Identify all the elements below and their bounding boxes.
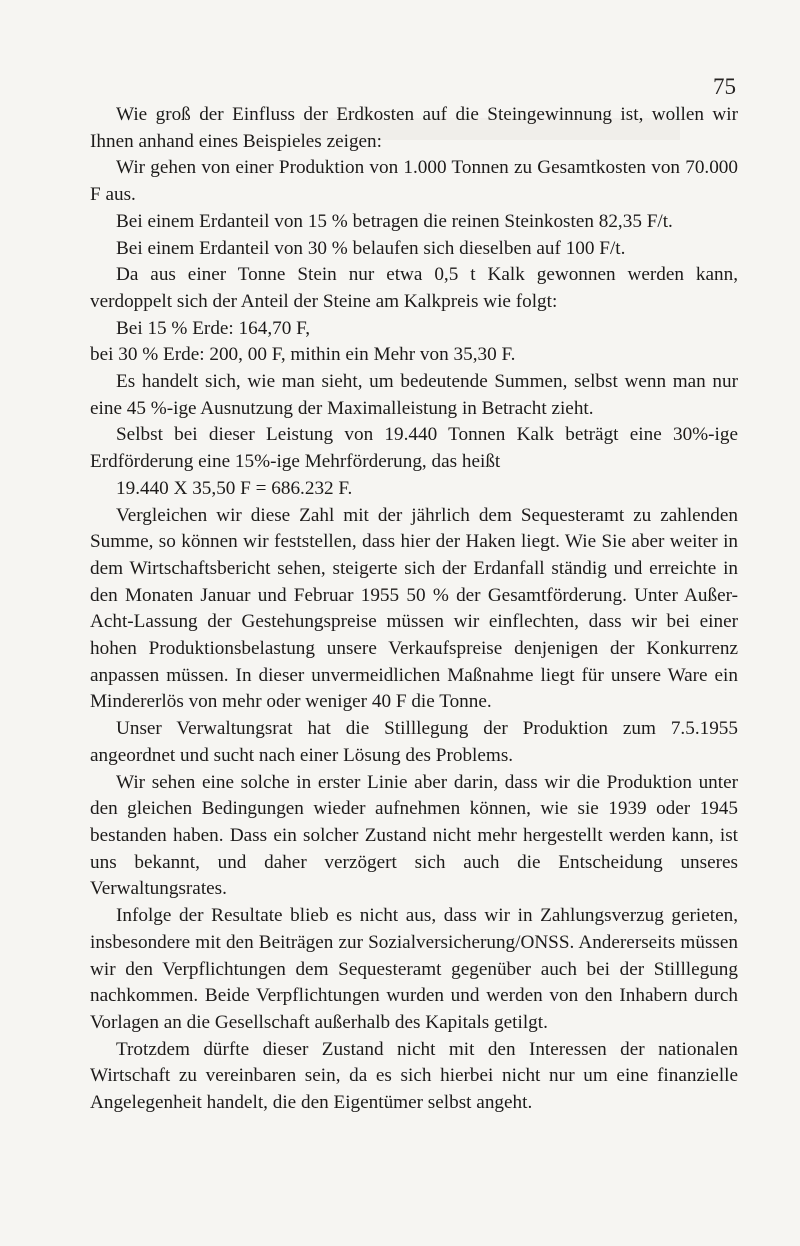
paragraph: Bei 15 % Erde: 164,70 F, [116, 317, 311, 339]
formula-line: 19.440 X 35,50 F = 686.232 F. [116, 477, 353, 499]
paragraph: bei 30 % Erde: 200, 00 F, mithin ein Mehr von 35,30 F. [90, 344, 516, 366]
paragraph: Trotzdem dürfte dieser Zustand nicht mit den Interessen der nationalen Wirtschaft zu vereinbaren sein, da es sich hierbei nicht nur um eine finanzielle Angelegenheit handelt, die den Eigentümer selbst angeht. [90, 1038, 738, 1114]
paragraph: Bei einem Erdanteil von 30 % belaufen sich dieselben auf 100 F/t. [116, 237, 626, 259]
paragraph: Unser Verwaltungsrat hat die Stilllegung der Produktion zum 7.5.1955 angeordnet und sucht nach einer Lösung des Problems. [90, 718, 738, 766]
page-number: 75 [713, 74, 736, 99]
paragraph: Bei einem Erdanteil von 15 % betragen die reinen Steinkosten 82,35 F/t. [116, 210, 673, 232]
paragraph: Es handelt sich, wie man sieht, um bedeutende Summen, selbst wenn man nur eine 45 %-ige Ausnutzung der Maximalleistung in Betracht zieht. [90, 371, 738, 419]
paragraph: Wir gehen von einer Produktion von 1.000 Tonnen zu Gesamtkosten von 70.000 F aus. [90, 157, 738, 206]
paragraph: Wir sehen eine solche in erster Linie aber darin, dass wir die Produktion unter den gleichen Bedingungen wieder aufnehmen können, wie sie 1939 oder 1945 bestanden haben. Dass ein solcher Zustand nicht mehr hergestellt werden kann, ist uns bekannt, und daher verzögert sich auch die Entscheidung unseres Verwaltungsrates. [90, 771, 738, 900]
paragraph: Infolge der Resultate blieb es nicht aus, dass wir in Zahlungsverzug gerieten, insbesondere mit den Beiträgen zur Sozialversicherung/ONSS. Andererseits müssen wir den Verpflichtungen dem Sequesteramt gegenüber auch bei der Stilllegung nachkommen. Beide Verpflichtungen wurden und werden von den Inhabern durch Vorlagen an die Gesellschaft außerhalb des Kapitals getilgt. [90, 905, 738, 1033]
paragraph: Wie groß der Einfluss der Erdkosten auf die Steingewinnung ist, wollen wir Ihnen anhand eines Beispieles zeigen: [90, 104, 738, 152]
paragraph: Vergleichen wir diese Zahl mit der jährlich dem Sequesteramt zu zahlenden Summe, so können wir feststellen, dass hier der Haken liegt. Wie Sie aber weiter in dem Wirtschaftsbericht sehen, steigerte sich der Erdanfall ständig und erreichte in den Monaten Januar und Februar 1955 50 % der Gesamtförderung. Unter Außer-Acht-Lassung der Gestehungspreise müssen wir einflechten, dass wir bei einer hohen Produktionsbelastung unsere Verkaufspreise denjenigen der Konkurrenz anpassen müssen. In dieser unvermeidlichen Maßnahme liegt für unsere Ware ein Mindererlös von mehr oder weniger 40 F die Tonne. [90, 504, 738, 713]
paragraph: Da aus einer Tonne Stein nur etwa 0,5 t Kalk gewonnen werden kann, verdoppelt sich der Anteil der Steine am Kalkpreis wie folgt: [90, 264, 738, 312]
body-text [90, 102, 738, 1117]
paragraph: Selbst bei dieser Leistung von 19.440 Tonnen Kalk beträgt eine 30%-ige Erdförderung eine 15%-ige Mehrförderung, das heißt [90, 424, 738, 473]
